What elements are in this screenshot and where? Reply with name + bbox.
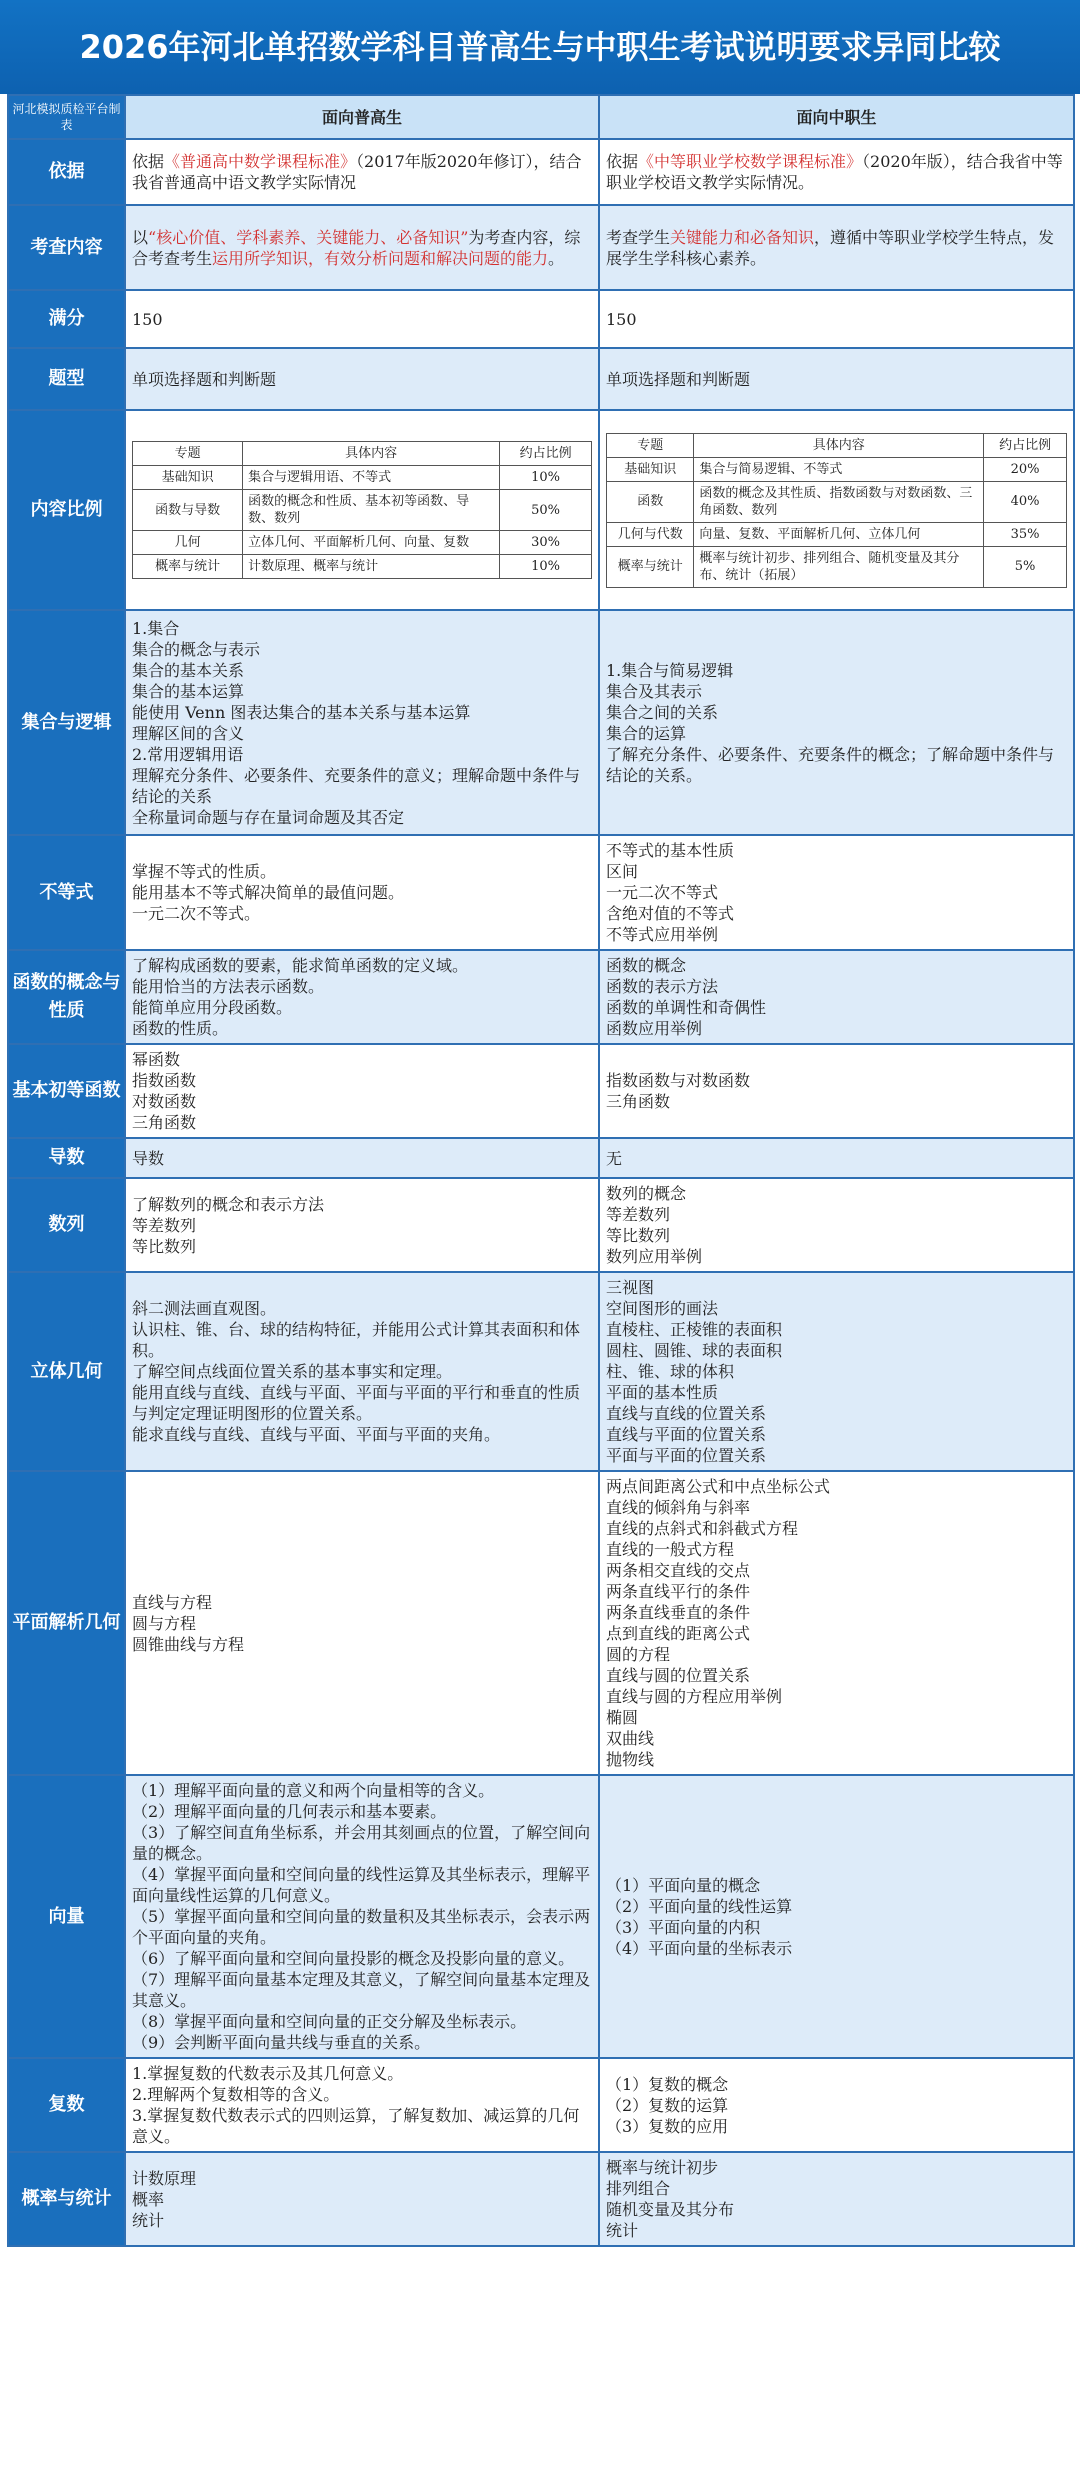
- text-line: 集合之间的关系: [606, 702, 719, 722]
- ratio-cell: 基础知识: [607, 457, 694, 481]
- ratio-cell: 10%: [500, 466, 592, 490]
- row-label: 数列: [8, 1178, 125, 1272]
- text-line: 认识柱、锥、台、球的结构特征，并能用公式计算其表面积和体积。: [132, 1320, 581, 1360]
- text-line: 集合的概念与表示: [132, 639, 261, 659]
- text-line: 概率与统计初步: [606, 2158, 719, 2177]
- knowledge-row: [8, 835, 1074, 950]
- cell-general: [125, 1775, 599, 2058]
- text-line: 函数的表示方法: [606, 977, 719, 996]
- ratio-table-general: [132, 441, 592, 579]
- text-line: 计数原理: [132, 2168, 197, 2188]
- row-label: 函数的概念与性质: [8, 950, 125, 1044]
- text-line: 无: [606, 1148, 623, 1168]
- line-list: [606, 660, 1067, 786]
- text-line: 区间: [606, 862, 639, 881]
- knowledge-row: [8, 610, 1074, 835]
- text-line: 直线与平面的位置关系: [606, 1425, 767, 1444]
- text-line: 统计: [606, 2221, 639, 2240]
- text-line: 圆的方程: [606, 1645, 671, 1664]
- cell-vocational: [599, 1775, 1074, 2058]
- text-line: 3.掌握复数代数表示式的四则运算，了解复数加、减运算的几何意义。: [132, 2106, 580, 2146]
- text-line: （4）平面向量的坐标表示: [606, 1938, 793, 1958]
- ratio-cell: 几何与代数: [607, 522, 694, 546]
- row-label: 平面解析几何: [8, 1471, 125, 1775]
- text-line: 空间图形的画法: [606, 1299, 719, 1318]
- ratio-cell: 概率与统计初步、排列组合、随机变量及其分布、统计（拓展）: [694, 546, 984, 587]
- text-line: 函数应用举例: [606, 1019, 703, 1038]
- row-label: 满分: [8, 290, 125, 348]
- row-label: 集合与逻辑: [8, 610, 125, 835]
- cell-vocational: [599, 2152, 1074, 2246]
- knowledge-row: [8, 950, 1074, 1044]
- cell-general: [125, 1178, 599, 1272]
- ratio-cell: 集合与简易逻辑、不等式: [694, 457, 984, 481]
- text-line: 函数的概念: [606, 956, 687, 975]
- text-line: 对数函数: [132, 1092, 197, 1111]
- ratio-cell: 35%: [984, 522, 1067, 546]
- page-title: 2026年河北单招数学科目普高生与中职生考试说明要求异同比较: [0, 0, 1080, 94]
- row-qtype: [8, 348, 1074, 410]
- text-line: 直棱柱、正棱锥的表面积: [606, 1320, 783, 1339]
- ratio-header-row: [133, 442, 592, 466]
- line-list: [132, 955, 592, 1039]
- ratio-row: [607, 522, 1067, 546]
- text-line: （9）会判断平面向量共线与垂直的关系。: [132, 2033, 431, 2052]
- text-line: 函数的性质。: [132, 1019, 229, 1038]
- text-line: 平面与平面的位置关系: [606, 1446, 767, 1465]
- text-line: 三角函数: [132, 1113, 197, 1132]
- basis-vocational: 依据《中等职业学校数学课程标准》（2020年版），结合我省中等职业学校语文教学实际情况。: [599, 139, 1074, 205]
- line-list: [132, 1298, 592, 1445]
- text-line: （7）理解平面向量基本定理及其意义，了解空间向量基本定理及其意义。: [132, 1970, 591, 2010]
- row-label: 考查内容: [8, 205, 125, 290]
- text-line: 点到直线的距离公式: [606, 1624, 751, 1643]
- text-line: 集合的基本运算: [132, 681, 245, 701]
- line-list: [606, 1183, 1067, 1267]
- text-line: 1.集合: [132, 618, 180, 638]
- text-line: 了解充分条件、必要条件、充要条件的概念；了解命题中条件与结论的关系。: [606, 744, 1055, 785]
- text-line: 直线的点斜式和斜截式方程: [606, 1519, 799, 1538]
- text-line: 两条直线垂直的条件: [606, 1603, 751, 1622]
- text-line: 椭圆: [606, 1708, 639, 1727]
- row-label: 导数: [8, 1138, 125, 1178]
- text-line: 全称量词命题与存在量词命题及其否定: [132, 807, 405, 827]
- text-line: 能使用 Venn 图表达集合的基本关系与基本运算: [132, 702, 471, 722]
- text-line: 等比数列: [606, 1226, 671, 1245]
- text-line: （1）复数的概念: [606, 2074, 729, 2094]
- text-line: 圆锥曲线与方程: [132, 1634, 245, 1654]
- text-line: 随机变量及其分布: [606, 2200, 735, 2219]
- text-line: 三角函数: [606, 1092, 671, 1111]
- text-line: 直线与圆的方程应用举例: [606, 1687, 783, 1706]
- text-line: （3）复数的应用: [606, 2116, 729, 2136]
- text-line: 两条直线平行的条件: [606, 1582, 751, 1601]
- text-line: 直线的一般式方程: [606, 1540, 735, 1559]
- line-list: [606, 1148, 1067, 1169]
- text-line: 能求直线与直线、直线与平面、平面与平面的夹角。: [132, 1425, 501, 1444]
- text-line: 集合的运算: [606, 723, 687, 743]
- header-row: [8, 95, 1074, 139]
- text-line: 数列的概念: [606, 1184, 687, 1203]
- ratio-cell: 立体几何、平面解析几何、向量、复数: [243, 531, 500, 555]
- line-list: [606, 1070, 1067, 1112]
- text-line: 双曲线: [606, 1729, 655, 1748]
- text-line: （8）掌握平面向量和空间向量的正交分解及坐标表示。: [132, 2012, 527, 2031]
- cell-vocational: [599, 610, 1074, 835]
- text-line: 圆柱、圆锥、球的表面积: [606, 1341, 783, 1360]
- cell-general: [125, 2058, 599, 2152]
- text-line: 直线与直线的位置关系: [606, 1404, 767, 1423]
- ratio-cell: 计数原理、概率与统计: [243, 555, 500, 579]
- line-list: [606, 1875, 1067, 1959]
- line-list: [132, 1780, 592, 2053]
- knowledge-row: [8, 1272, 1074, 1471]
- ratio-row: [133, 555, 592, 579]
- cell-general: [125, 1471, 599, 1775]
- text-line: 圆与方程: [132, 1613, 197, 1633]
- cell-general: [125, 610, 599, 835]
- row-content: [8, 205, 1074, 290]
- row-fullscore: [8, 290, 1074, 348]
- content-vocational: 考查学生关键能力和必备知识，遵循中等职业学校学生特点，发展学生学科核心素养。: [599, 205, 1074, 290]
- text-line: 掌握不等式的性质。: [132, 862, 277, 881]
- cell-vocational: [599, 1138, 1074, 1178]
- ratio-cell: 20%: [984, 457, 1067, 481]
- line-list: [132, 1194, 592, 1257]
- cell-general: [125, 950, 599, 1044]
- knowledge-row: [8, 2152, 1074, 2246]
- cell-vocational: [599, 1471, 1074, 1775]
- row-label: 内容比例: [8, 410, 125, 610]
- ratio-cell: 50%: [500, 490, 592, 531]
- ratio-table-vocational: [606, 433, 1067, 588]
- row-label: 题型: [8, 348, 125, 410]
- ratio-row: [133, 531, 592, 555]
- qtype-vocational: 单项选择题和判断题: [599, 348, 1074, 410]
- text-line: 函数的单调性和奇偶性: [606, 998, 767, 1017]
- text-line: 柱、锥、球的体积: [606, 1362, 735, 1381]
- column-header-general: 面向普高生: [125, 95, 599, 139]
- text-line: 等差数列: [132, 1215, 197, 1235]
- ratio-header-row: [607, 433, 1067, 457]
- ratio-cell: 10%: [500, 555, 592, 579]
- knowledge-row: [8, 2058, 1074, 2152]
- text-line: 指数函数与对数函数: [606, 1071, 751, 1090]
- text-line: 1.集合与简易逻辑: [606, 660, 734, 680]
- row-label: 基本初等函数: [8, 1044, 125, 1138]
- qtype-general: 单项选择题和判断题: [125, 348, 599, 410]
- text-line: （1）平面向量的概念: [606, 1875, 761, 1895]
- ratio-cell: 概率与统计: [607, 546, 694, 587]
- row-basis: [8, 139, 1074, 205]
- text-line: 1.掌握复数的代数表示及其几何意义。: [132, 2064, 404, 2083]
- ratio-cell: 函数: [607, 481, 694, 522]
- text-line: 两点间距离公式和中点坐标公式: [606, 1477, 831, 1496]
- ratio-header-cell: 约占比例: [500, 442, 592, 466]
- row-label: 复数: [8, 2058, 125, 2152]
- ratio-header-cell: 具体内容: [694, 433, 984, 457]
- text-line: 指数函数: [132, 1071, 197, 1090]
- text-line: 统计: [132, 2210, 165, 2230]
- ratio-row: [133, 490, 592, 531]
- ratio-general: [125, 410, 599, 610]
- ratio-row: [133, 466, 592, 490]
- ratio-header-cell: 约占比例: [984, 433, 1067, 457]
- line-list: [132, 1148, 592, 1169]
- text-line: 能用恰当的方法表示函数。: [132, 977, 325, 996]
- text-line: 集合及其表示: [606, 681, 703, 701]
- line-list: [606, 1277, 1067, 1466]
- text-line: 了解空间点线面位置关系的基本事实和定理。: [132, 1362, 453, 1381]
- text-line: 排列组合: [606, 2179, 671, 2198]
- cell-vocational: [599, 1178, 1074, 1272]
- text-line: 能用直线与直线、直线与平面、平面与平面的平行和垂直的性质与判定定理证明图形的位置关系。: [132, 1383, 581, 1423]
- knowledge-row: [8, 1178, 1074, 1272]
- cell-vocational: [599, 950, 1074, 1044]
- text-line: 一元二次不等式。: [132, 904, 261, 923]
- line-list: [606, 840, 1067, 945]
- ratio-cell: 函数与导数: [133, 490, 243, 531]
- ratio-cell: 概率与统计: [133, 555, 243, 579]
- ratio-cell: 集合与逻辑用语、不等式: [243, 466, 500, 490]
- line-list: [132, 861, 592, 924]
- text-line: 了解数列的概念和表示方法: [132, 1194, 325, 1214]
- line-list: [606, 2074, 1067, 2137]
- text-line: （6）了解平面向量和空间向量投影的概念及投影向量的意义。: [132, 1949, 575, 1968]
- text-line: （5）掌握平面向量和空间向量的数量积及其坐标表示，会表示两个平面向量的夹角。: [132, 1907, 591, 1947]
- cell-general: [125, 1044, 599, 1138]
- cell-vocational: [599, 1272, 1074, 1471]
- column-header-vocational: 面向中职生: [599, 95, 1074, 139]
- cell-general: [125, 1138, 599, 1178]
- text-line: 集合的基本关系: [132, 660, 245, 680]
- text-line: （1）理解平面向量的意义和两个向量相等的含义。: [132, 1781, 495, 1800]
- line-list: [132, 618, 592, 828]
- ratio-vocational: [599, 410, 1074, 610]
- line-list: [132, 2168, 592, 2231]
- cell-general: [125, 1272, 599, 1471]
- text-line: 等比数列: [132, 1236, 197, 1256]
- comparison-table: [7, 94, 1075, 2247]
- text-line: 能用基本不等式解决简单的最值问题。: [132, 883, 405, 902]
- line-list: [132, 2063, 592, 2147]
- knowledge-row: [8, 1044, 1074, 1138]
- line-list: [132, 1049, 592, 1133]
- text-line: 不等式的基本性质: [606, 841, 735, 860]
- text-line: （3）平面向量的内积: [606, 1917, 761, 1937]
- text-line: 直线与圆的位置关系: [606, 1666, 751, 1685]
- cell-vocational: [599, 2058, 1074, 2152]
- text-line: 斜二测法画直观图。: [132, 1299, 277, 1318]
- text-line: 幂函数: [132, 1050, 181, 1069]
- row-label: 立体几何: [8, 1272, 125, 1471]
- ratio-header-cell: 具体内容: [243, 442, 500, 466]
- text-line: 一元二次不等式: [606, 883, 719, 902]
- ratio-cell: 函数的概念及其性质、指数函数与对数函数、三角函数、数列: [694, 481, 984, 522]
- line-list: [606, 2157, 1067, 2241]
- text-line: 含绝对值的不等式: [606, 904, 735, 923]
- text-line: 平面的基本性质: [606, 1383, 719, 1402]
- text-line: 理解充分条件、必要条件、充要条件的意义；理解命题中条件与结论的关系: [132, 765, 581, 806]
- text-line: 了解构成函数的要素，能求简单函数的定义域。: [132, 956, 469, 975]
- knowledge-row: [8, 1775, 1074, 2058]
- ratio-cell: 5%: [984, 546, 1067, 587]
- text-line: 直线与方程: [132, 1592, 213, 1612]
- ratio-cell: 向量、复数、平面解析几何、立体几何: [694, 522, 984, 546]
- cell-general: [125, 835, 599, 950]
- ratio-cell: 函数的概念和性质、基本初等函数、导数、数列: [243, 490, 500, 531]
- ratio-cell: 基础知识: [133, 466, 243, 490]
- cell-general: [125, 2152, 599, 2246]
- fullscore-vocational: 150: [599, 290, 1074, 348]
- text-line: 三视图: [606, 1278, 655, 1297]
- text-line: （2）复数的运算: [606, 2095, 729, 2115]
- text-line: 不等式应用举例: [606, 925, 719, 944]
- cell-vocational: [599, 1044, 1074, 1138]
- ratio-header-cell: 专题: [607, 433, 694, 457]
- basis-general: 依据《普通高中数学课程标准》（2017年版2020年修订），结合我省普通高中语文教学实际情况: [125, 139, 599, 205]
- text-line: 直线的倾斜角与斜率: [606, 1498, 751, 1517]
- text-line: （3）了解空间直角坐标系，并会用其刻画点的位置，了解空间向量的概念。: [132, 1823, 591, 1863]
- ratio-cell: 40%: [984, 481, 1067, 522]
- corner-label: 河北模拟质检平台制表: [8, 95, 125, 139]
- row-label: 概率与统计: [8, 2152, 125, 2246]
- ratio-cell: 30%: [500, 531, 592, 555]
- row-label: 不等式: [8, 835, 125, 950]
- text-line: 2.理解两个复数相等的含义。: [132, 2085, 340, 2104]
- text-line: 数列应用举例: [606, 1247, 703, 1266]
- ratio-cell: 几何: [133, 531, 243, 555]
- text-line: 2.常用逻辑用语: [132, 744, 244, 764]
- ratio-header-cell: 专题: [133, 442, 243, 466]
- knowledge-row: [8, 1471, 1074, 1775]
- text-line: （4）掌握平面向量和空间向量的线性运算及其坐标表示，理解平面向量线性运算的几何意义。: [132, 1865, 591, 1905]
- text-line: 导数: [132, 1148, 165, 1168]
- text-line: （2）平面向量的线性运算: [606, 1896, 793, 1916]
- text-line: 两条相交直线的交点: [606, 1561, 751, 1580]
- ratio-row: [607, 546, 1067, 587]
- line-list: [606, 1476, 1067, 1770]
- content-general: 以“核心价值、学科素养、关键能力、必备知识”为考查内容，综合考查考生运用所学知识，有效分析问题和解决问题的能力。: [125, 205, 599, 290]
- line-list: [606, 955, 1067, 1039]
- cell-vocational: [599, 835, 1074, 950]
- row-label: 向量: [8, 1775, 125, 2058]
- knowledge-row: [8, 1138, 1074, 1178]
- row-ratio: [8, 410, 1074, 610]
- line-list: [132, 1592, 592, 1655]
- text-line: 能简单应用分段函数。: [132, 998, 293, 1017]
- text-line: 等差数列: [606, 1205, 671, 1224]
- fullscore-general: 150: [125, 290, 599, 348]
- text-line: （2）理解平面向量的几何表示和基本要素。: [132, 1802, 447, 1821]
- text-line: 理解区间的含义: [132, 723, 245, 743]
- ratio-row: [607, 481, 1067, 522]
- row-label: 依据: [8, 139, 125, 205]
- text-line: 抛物线: [606, 1750, 655, 1769]
- text-line: 概率: [132, 2189, 165, 2209]
- ratio-row: [607, 457, 1067, 481]
